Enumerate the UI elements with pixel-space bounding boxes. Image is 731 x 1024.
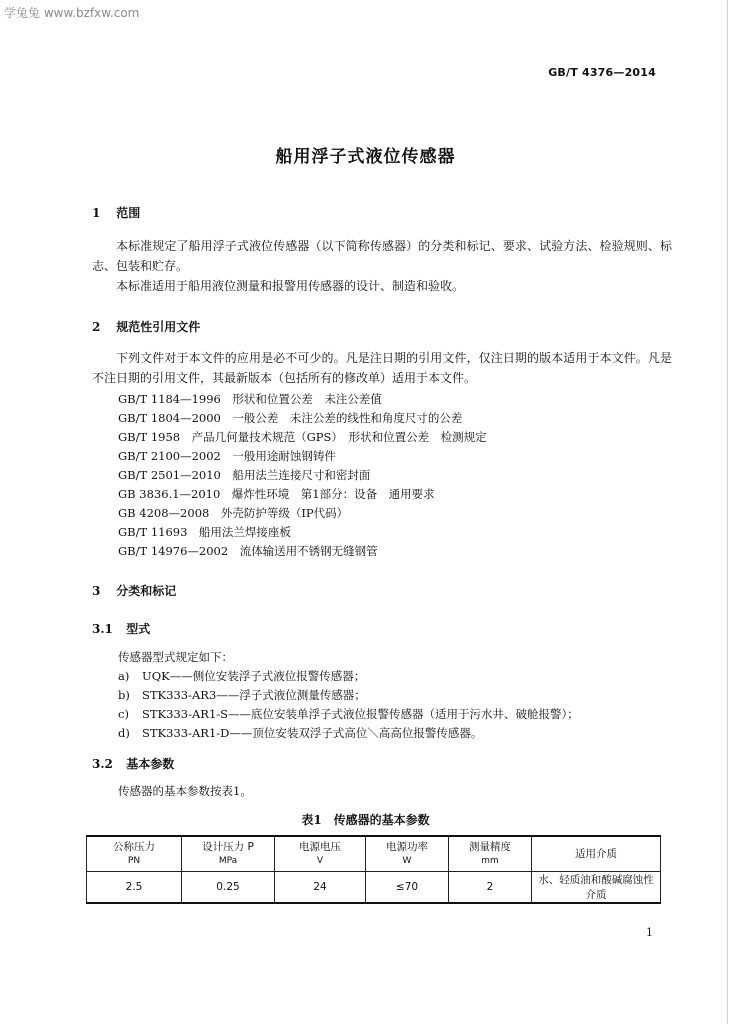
- table-cell: 24: [275, 872, 366, 904]
- reference-item: GB/T 14976—2002 流体输送用不锈钢无缝钢管: [118, 544, 378, 558]
- standard-code: GB/T 4376—2014: [548, 66, 656, 79]
- section-3-2-heading: [92, 755, 174, 772]
- subsection-title: 型式: [126, 622, 151, 636]
- type-list-item: [118, 706, 579, 722]
- header-name: 公称压力: [113, 841, 155, 853]
- section-3-2-intro: 传感器的基本参数按表1。: [118, 784, 252, 798]
- parameters-table: [86, 835, 661, 904]
- reference-item: GB/T 1184—1996 形状和位置公差 未注公差值: [118, 392, 382, 406]
- header-unit: MPa: [218, 856, 238, 866]
- table-header-cell: [449, 836, 532, 872]
- section-title: 范围: [116, 206, 141, 220]
- type-list-item: [118, 725, 482, 741]
- table-cell: 2: [449, 872, 532, 904]
- watermark: 学兔兔 www.bzfxw.com: [4, 6, 140, 20]
- table-header-cell: [532, 836, 661, 872]
- reference-item: GB/T 2100—2002 一般用途耐蚀钢铸件: [118, 449, 336, 463]
- section-number: 1: [92, 206, 101, 220]
- header-unit: PN: [127, 856, 141, 866]
- reference-item: GB 3836.1—2010 爆炸性环境 第1部分：设备 通用要求: [118, 487, 435, 501]
- table-cell: 0.25: [182, 872, 275, 904]
- section-1-heading: [92, 204, 140, 221]
- list-text: UQK——侧位安装浮子式液位报警传感器；: [142, 669, 366, 683]
- table-row: [87, 872, 661, 904]
- header-unit: mm: [481, 856, 499, 866]
- table-caption: 表1 传感器的基本参数: [301, 813, 430, 827]
- section-3-1-intro: 传感器型式规定如下：: [118, 650, 233, 664]
- list-label: d): [118, 726, 130, 740]
- section-1-paragraph-2: 本标准适用于船用液位测量和报警用传感器的设计、制造和验收。: [116, 279, 465, 293]
- reference-item: GB 4208—2008 外壳防护等级（IP代码）: [118, 506, 349, 520]
- section-title: 规范性引用文件: [116, 320, 201, 334]
- list-label: c): [118, 707, 129, 721]
- header-name: 电源电压: [299, 841, 341, 853]
- section-number: 3: [92, 584, 101, 598]
- table-cell: ≤70: [366, 872, 449, 904]
- type-list-item: [118, 668, 365, 684]
- list-text: STK333-AR1-D——顶位安装双浮子式高位＼高高位报警传感器。: [142, 726, 483, 740]
- header-name: 设计压力 P: [202, 841, 254, 853]
- section-3-heading: [92, 582, 176, 599]
- list-label: b): [118, 688, 130, 702]
- section-3-1-heading: [92, 620, 150, 637]
- header-unit: W: [402, 856, 412, 866]
- section-2-paragraph-1: 下列文件对于本文件的应用是必不可少的。凡是注日期的引用文件，仅注日期的版本适用于本文件。凡是不注日期的引用文件，其最新版本（包括所有的修改单）适用于本文件。: [92, 351, 672, 385]
- reference-item: GB/T 11693 船用法兰焊接座板: [118, 525, 291, 539]
- header-name: 测量精度: [469, 841, 511, 853]
- section-1-paragraph-1: 本标准规定了船用浮子式液位传感器（以下简称传感器）的分类和标记、要求、试验方法、检验规则、标志、包装和贮存。: [92, 239, 672, 273]
- type-list-item: [118, 687, 366, 703]
- table-cell: 水、轻质油和酸碱腐蚀性介质: [532, 872, 661, 904]
- section-number: 2: [92, 320, 101, 334]
- reference-item: GB/T 1958 产品几何量技术规范（GPS） 形状和位置公差 检测规定: [118, 430, 487, 444]
- list-text: STK333-AR3——浮子式液位测量传感器；: [142, 688, 366, 702]
- list-text: STK333-AR1-S——底位安装单浮子式液位报警传感器（适用于污水井、破舱报警）；: [142, 707, 579, 721]
- document-title: 船用浮子式液位传感器: [275, 147, 456, 167]
- list-label: a): [118, 669, 130, 683]
- reference-item: GB/T 1804—2000 一般公差 未注公差的线性和角度尺寸的公差: [118, 411, 463, 425]
- subsection-number: 3.2: [92, 757, 113, 771]
- subsection-number: 3.1: [92, 622, 113, 636]
- table-header-cell: [182, 836, 275, 872]
- header-unit: V: [316, 856, 324, 866]
- table-header-row: [87, 836, 661, 872]
- section-title: 分类和标记: [116, 584, 177, 598]
- table-header-cell: [275, 836, 366, 872]
- section-2-heading: [92, 318, 200, 335]
- page-number: 1: [646, 926, 653, 939]
- subsection-title: 基本参数: [126, 757, 175, 771]
- table-header-cell: [366, 836, 449, 872]
- table-header-cell: [87, 836, 182, 872]
- header-name: 适用介质: [575, 848, 617, 860]
- reference-item: GB/T 2501—2010 船用法兰连接尺寸和密封面: [118, 468, 371, 482]
- header-name: 电源功率: [386, 841, 428, 853]
- table-cell: 2.5: [87, 872, 182, 904]
